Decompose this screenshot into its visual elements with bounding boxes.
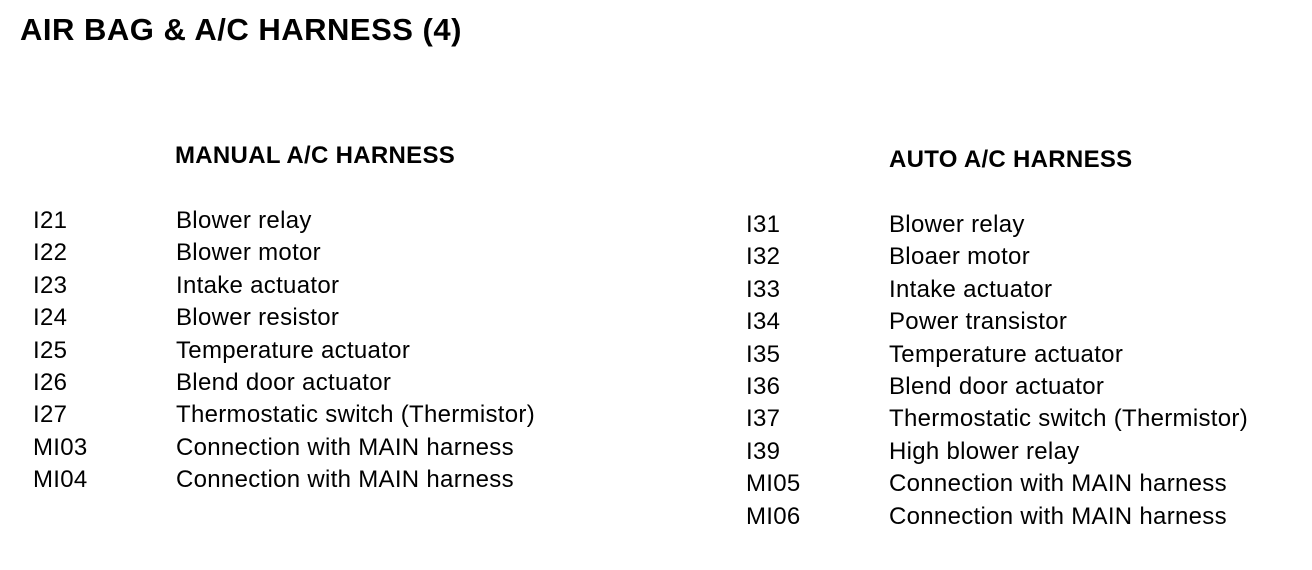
connector-code: I27 <box>33 401 68 429</box>
connector-description: Bloaer motor <box>889 243 1030 271</box>
connector-code: I34 <box>746 308 781 336</box>
connector-code: I32 <box>746 243 781 271</box>
connector-description: Connection with MAIN harness <box>176 466 514 494</box>
connector-code: I25 <box>33 336 68 364</box>
connector-description: Temperature actuator <box>176 336 411 364</box>
connector-description: Connection with MAIN harness <box>889 470 1227 498</box>
connector-description: Thermostatic switch (Thermistor) <box>889 405 1248 433</box>
manual-harness-heading: MANUAL A/C HARNESS <box>175 142 456 169</box>
connector-code: I21 <box>33 207 68 234</box>
connector-description: Blower relay <box>889 211 1025 238</box>
page-title: AIR BAG & A/C HARNESS (4) <box>20 12 462 47</box>
connector-description: Intake actuator <box>889 275 1053 303</box>
connector-code: I33 <box>746 275 781 303</box>
connector-description: Connection with MAIN harness <box>176 433 514 461</box>
connector-description: Power transistor <box>889 308 1068 336</box>
connector-description: Blower relay <box>176 207 312 234</box>
connector-code: I22 <box>33 239 68 267</box>
connector-description: Blend door actuator <box>889 372 1105 400</box>
connector-code: I26 <box>33 368 68 396</box>
connector-description: Blower resistor <box>176 304 340 332</box>
auto-harness-heading: AUTO A/C HARNESS <box>889 146 1133 173</box>
connector-code: MI04 <box>33 466 88 494</box>
connector-description: Intake actuator <box>176 271 340 299</box>
connector-code: MI05 <box>746 470 801 498</box>
connector-description: Blower motor <box>176 239 321 267</box>
connector-code: MI06 <box>746 502 801 530</box>
connector-description: Temperature actuator <box>889 340 1124 368</box>
connector-description: High blower relay <box>889 437 1080 465</box>
connector-description: Connection with MAIN harness <box>889 502 1227 530</box>
connector-code: I39 <box>746 437 781 465</box>
connector-description: Thermostatic switch (Thermistor) <box>176 401 535 429</box>
connector-code: MI03 <box>33 433 88 461</box>
connector-code: I35 <box>746 340 781 368</box>
connector-description: Blend door actuator <box>176 368 392 396</box>
connector-code: I31 <box>746 211 781 238</box>
connector-code: I24 <box>33 304 68 332</box>
connector-code: I37 <box>746 405 781 433</box>
connector-code: I36 <box>746 372 781 400</box>
connector-code: I23 <box>33 271 68 299</box>
